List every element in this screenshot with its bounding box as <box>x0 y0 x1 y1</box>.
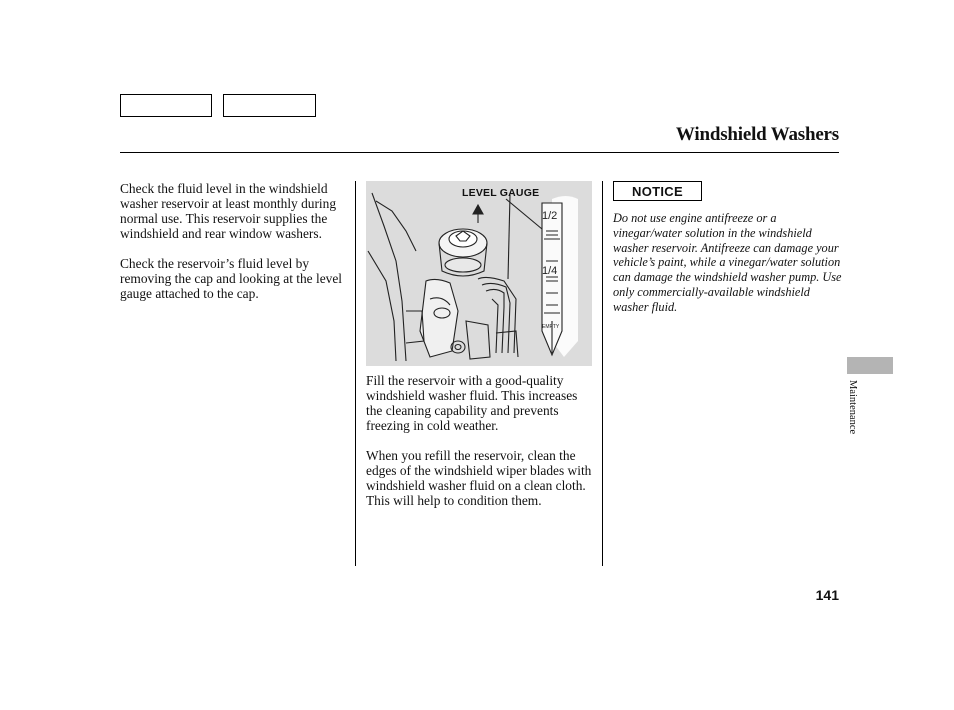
paragraph: When you refill the reservoir, clean the edges of the windshield wiper blades with windshield washer fluid on a clean cloth. This will help to condition them. <box>366 448 592 508</box>
section-label: Maintenance <box>847 380 858 435</box>
nav-button-next[interactable] <box>223 94 316 117</box>
page-number: 141 <box>815 587 839 603</box>
engine-bay-drawing <box>366 181 592 366</box>
page-title: Windshield Washers <box>675 124 839 145</box>
title-divider <box>120 152 839 153</box>
section-tab[interactable] <box>847 357 893 374</box>
gauge-mark-quarter: 1/4 <box>542 265 558 277</box>
gauge-mark-empty: EMPTY <box>542 324 560 330</box>
middle-column <box>366 373 594 523</box>
paragraph: Fill the reservoir with a good-quality windshield washer fluid. This increases the cleaning capability and prevents freezing in cold weather. <box>366 373 578 433</box>
level-gauge-illustration <box>366 181 592 366</box>
left-column <box>120 181 350 316</box>
level-gauge-label: LEVEL GAUGE <box>462 187 540 199</box>
notice-text: Do not use engine antifreeze or a vinegar/water solution in the windshield washer reservoir. Antifreeze can damage your vehicle’s paint, while a vinegar/water solution can damage the windshield washer pump. Use only commercially-available windshield washer fluid. <box>613 211 842 314</box>
gauge-mark-half: 1/2 <box>542 210 558 222</box>
notice-badge: NOTICE <box>613 181 702 201</box>
paragraph: Check the reservoir’s fluid level by removing the cap and looking at the level gauge attached to the cap. <box>120 256 342 301</box>
paragraph: Check the fluid level in the windshield washer reservoir at least monthly during normal use. This reservoir supplies the windshield and rear window washers. <box>120 181 337 241</box>
column-divider <box>602 181 603 566</box>
column-divider <box>355 181 356 566</box>
nav-button-previous[interactable] <box>120 94 212 117</box>
